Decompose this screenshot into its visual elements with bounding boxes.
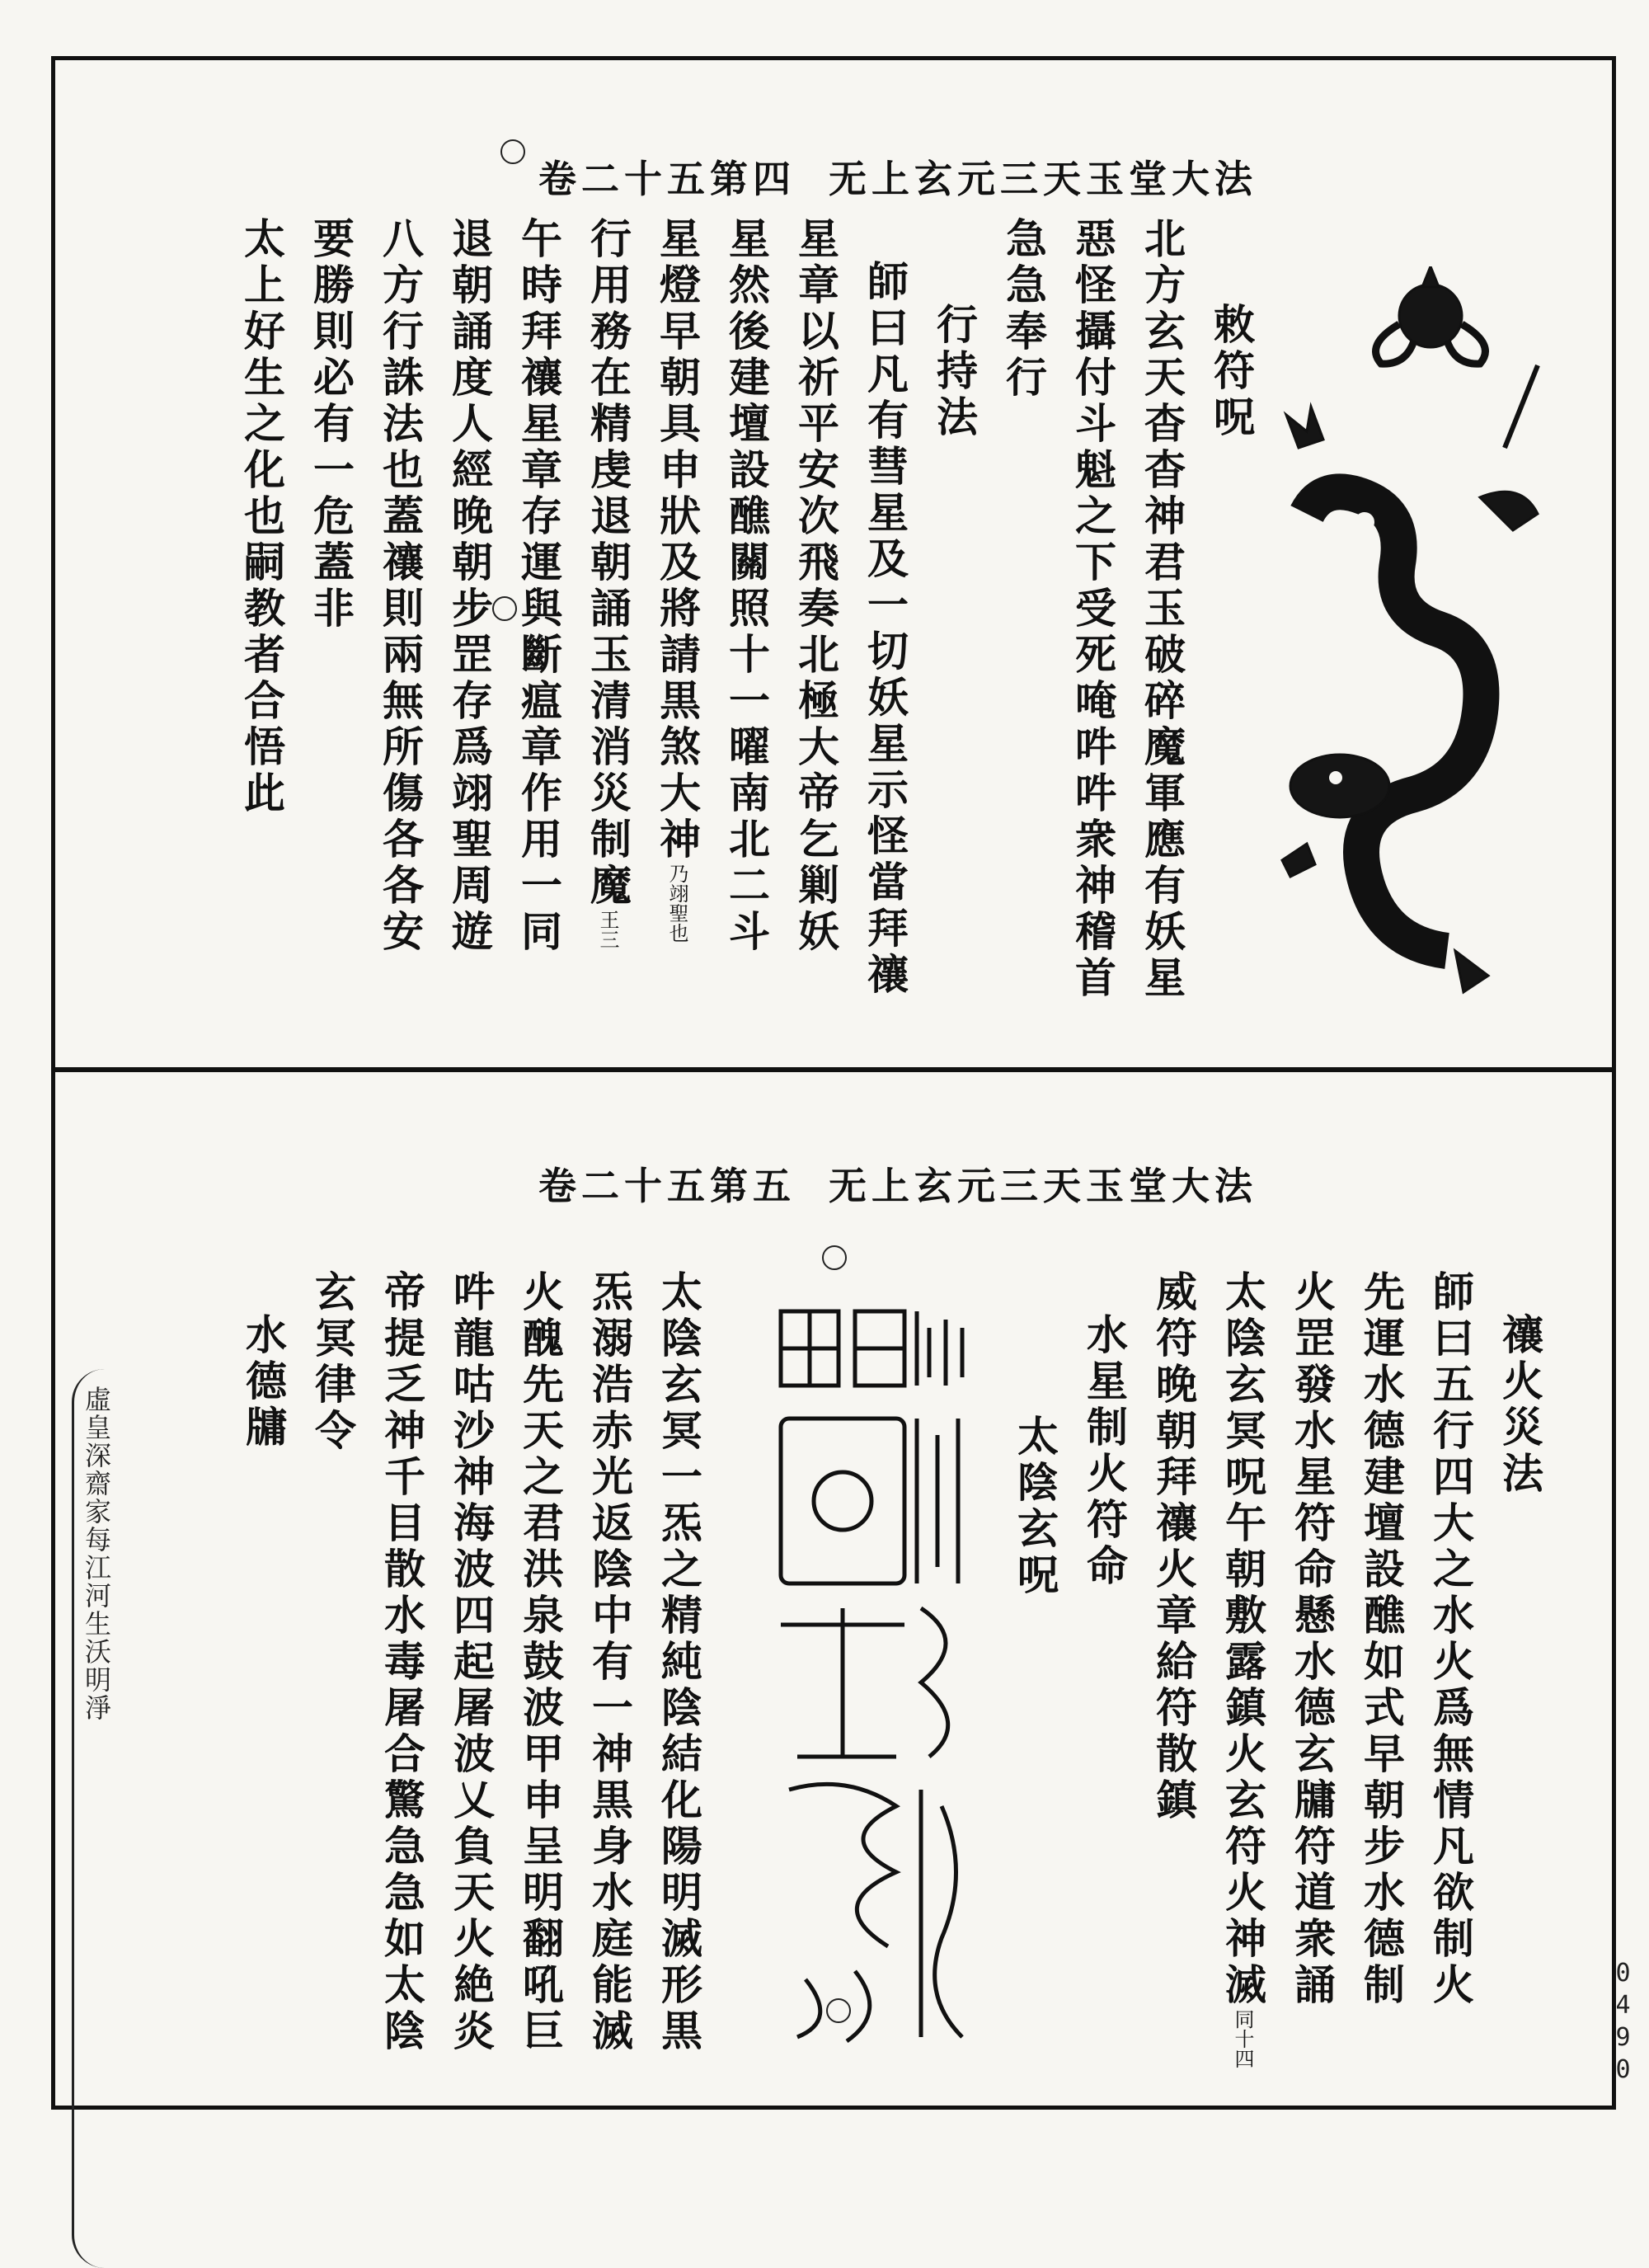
top-column — [365, 217, 435, 1042]
column-text: 太上好生之化也嗣教者合悟此 — [237, 217, 286, 817]
column-text: 禳火災法 — [1496, 1313, 1544, 1498]
column-text: 水星制火符命 — [1080, 1313, 1129, 1590]
bottom-column — [228, 1270, 298, 2078]
column-text: 行用務在精虔退朝誦玉清消災制魔 — [584, 217, 632, 910]
bottom-column — [644, 1270, 713, 2078]
top-column — [227, 217, 296, 1042]
column-text: 太陰玄冥呪午朝敷露鎮火玄符火神滅 — [1219, 1270, 1267, 2009]
top-column — [1127, 217, 1196, 1042]
water-star-talisman — [773, 1295, 979, 2054]
column-text: 威符晚朝拜禳火章給符散鎮 — [1149, 1270, 1198, 1824]
top-header-volume: 卷二十五第四 — [538, 157, 796, 201]
top-text-columns — [227, 217, 1266, 1042]
column-text: 八方行誅法也蓋禳則兩無所傷各各安 — [376, 217, 425, 956]
bottom-column — [1139, 1270, 1208, 2078]
column-text: 師曰凡有彗星及一切妖星示怪當拜禳 — [861, 260, 909, 999]
bottom-header-volume: 卷二十五第五 — [538, 1164, 796, 1208]
top-column — [435, 217, 504, 1042]
column-text: 先運水德建壇設醮如式早朝步水德制 — [1357, 1270, 1406, 2009]
column-text: 惡怪攝付斗魁之下受死唵吽吽衆神稽首 — [1069, 217, 1117, 1002]
column-text: 吽龍咕沙神海波四起屠波乂負天火絶炎 — [447, 1270, 496, 2055]
column-annotation: 同十四 — [1231, 2009, 1254, 2068]
bottom-column — [1416, 1270, 1485, 2078]
column-text: 敕符呪 — [1207, 303, 1256, 441]
top-panel — [55, 60, 1612, 1067]
bottom-column — [298, 1270, 367, 2078]
bottom-column — [367, 1270, 436, 2078]
column-text: 要勝則必有一危蓋非 — [307, 217, 355, 633]
bottom-header-title: 无上玄元三天玉堂大法 — [829, 1164, 1257, 1208]
column-text: 太陰玄冥一炁之精純陰結化陽明滅形黒 — [655, 1270, 703, 2055]
column-text: 午時拜禳星章存運與斷瘟章作用一同 — [514, 217, 563, 956]
column-text: 太陰玄呪 — [1011, 1414, 1059, 1599]
column-text: 水德牗 — [239, 1313, 288, 1452]
column-text: 炁溺浩赤光返陰中有一神黒身水庭能滅 — [585, 1270, 634, 2055]
binding-hole — [822, 1245, 847, 1270]
bottom-column — [505, 1270, 575, 2078]
column-text: 星章以祈平安次飛奏北極大帝乞剿妖 — [792, 217, 840, 956]
column-annotation: 王三 — [596, 910, 619, 949]
bottom-column — [575, 1270, 644, 2078]
top-column — [919, 217, 989, 1042]
column-text: 退朝誦度人經晚朝步罡存爲翊聖周遊 — [445, 217, 494, 956]
top-column — [504, 217, 573, 1042]
bottom-panel — [55, 1072, 1612, 2106]
bottom-column — [1208, 1270, 1277, 2078]
column-text: 玄冥律令 — [308, 1270, 357, 1455]
bottom-column — [1346, 1270, 1416, 2078]
bottom-header — [538, 1156, 1257, 1211]
column-text: 帝提乏神千目散水毒屠合驚急急如太陰 — [378, 1270, 426, 2055]
bottom-column — [1277, 1270, 1346, 2078]
column-text: 星燈早朝具申狀及將請黒煞大神 — [653, 217, 702, 863]
top-column — [1058, 217, 1127, 1042]
seal-text: 虛皇深齋家每江河生沃明淨 — [81, 1386, 112, 1722]
bottom-column — [1000, 1270, 1069, 2078]
column-text: 北方玄天杳杳神君玉破碎魔軍應有妖星 — [1138, 217, 1186, 1002]
bottom-column — [1069, 1270, 1139, 2078]
top-column — [573, 217, 642, 1042]
top-column — [989, 217, 1058, 1042]
bottom-column — [1485, 1270, 1554, 2078]
bottom-text-columns-right — [1000, 1270, 1554, 2078]
bottom-column — [436, 1270, 505, 2078]
top-header-title: 无上玄元三天玉堂大法 — [829, 157, 1257, 201]
dragon-illustration — [1274, 266, 1554, 1009]
top-column — [296, 217, 365, 1042]
column-text: 師曰五行四大之水火爲無情凡欲制火 — [1426, 1270, 1475, 2009]
column-text: 急急奉行 — [999, 217, 1048, 402]
top-column — [781, 217, 850, 1042]
top-column — [642, 217, 712, 1042]
page-number: 0490 — [1609, 1959, 1637, 2087]
column-text: 火醜先天之君洪泉鼓波甲申呈明翻吼巨 — [516, 1270, 565, 2055]
column-text: 火罡發水星符命懸水德玄牗符道衆誦 — [1288, 1270, 1337, 2009]
column-text: 星然後建壇設醮關照十一曜南北二斗 — [722, 217, 771, 956]
column-text: 行持法 — [930, 303, 979, 441]
column-annotation: 乃翊聖也 — [665, 863, 688, 943]
bottom-text-columns-left — [228, 1270, 713, 2078]
top-header — [538, 149, 1257, 204]
binding-hole — [500, 139, 525, 164]
top-column — [1196, 217, 1266, 1042]
top-column — [712, 217, 781, 1042]
top-column — [850, 217, 919, 1042]
